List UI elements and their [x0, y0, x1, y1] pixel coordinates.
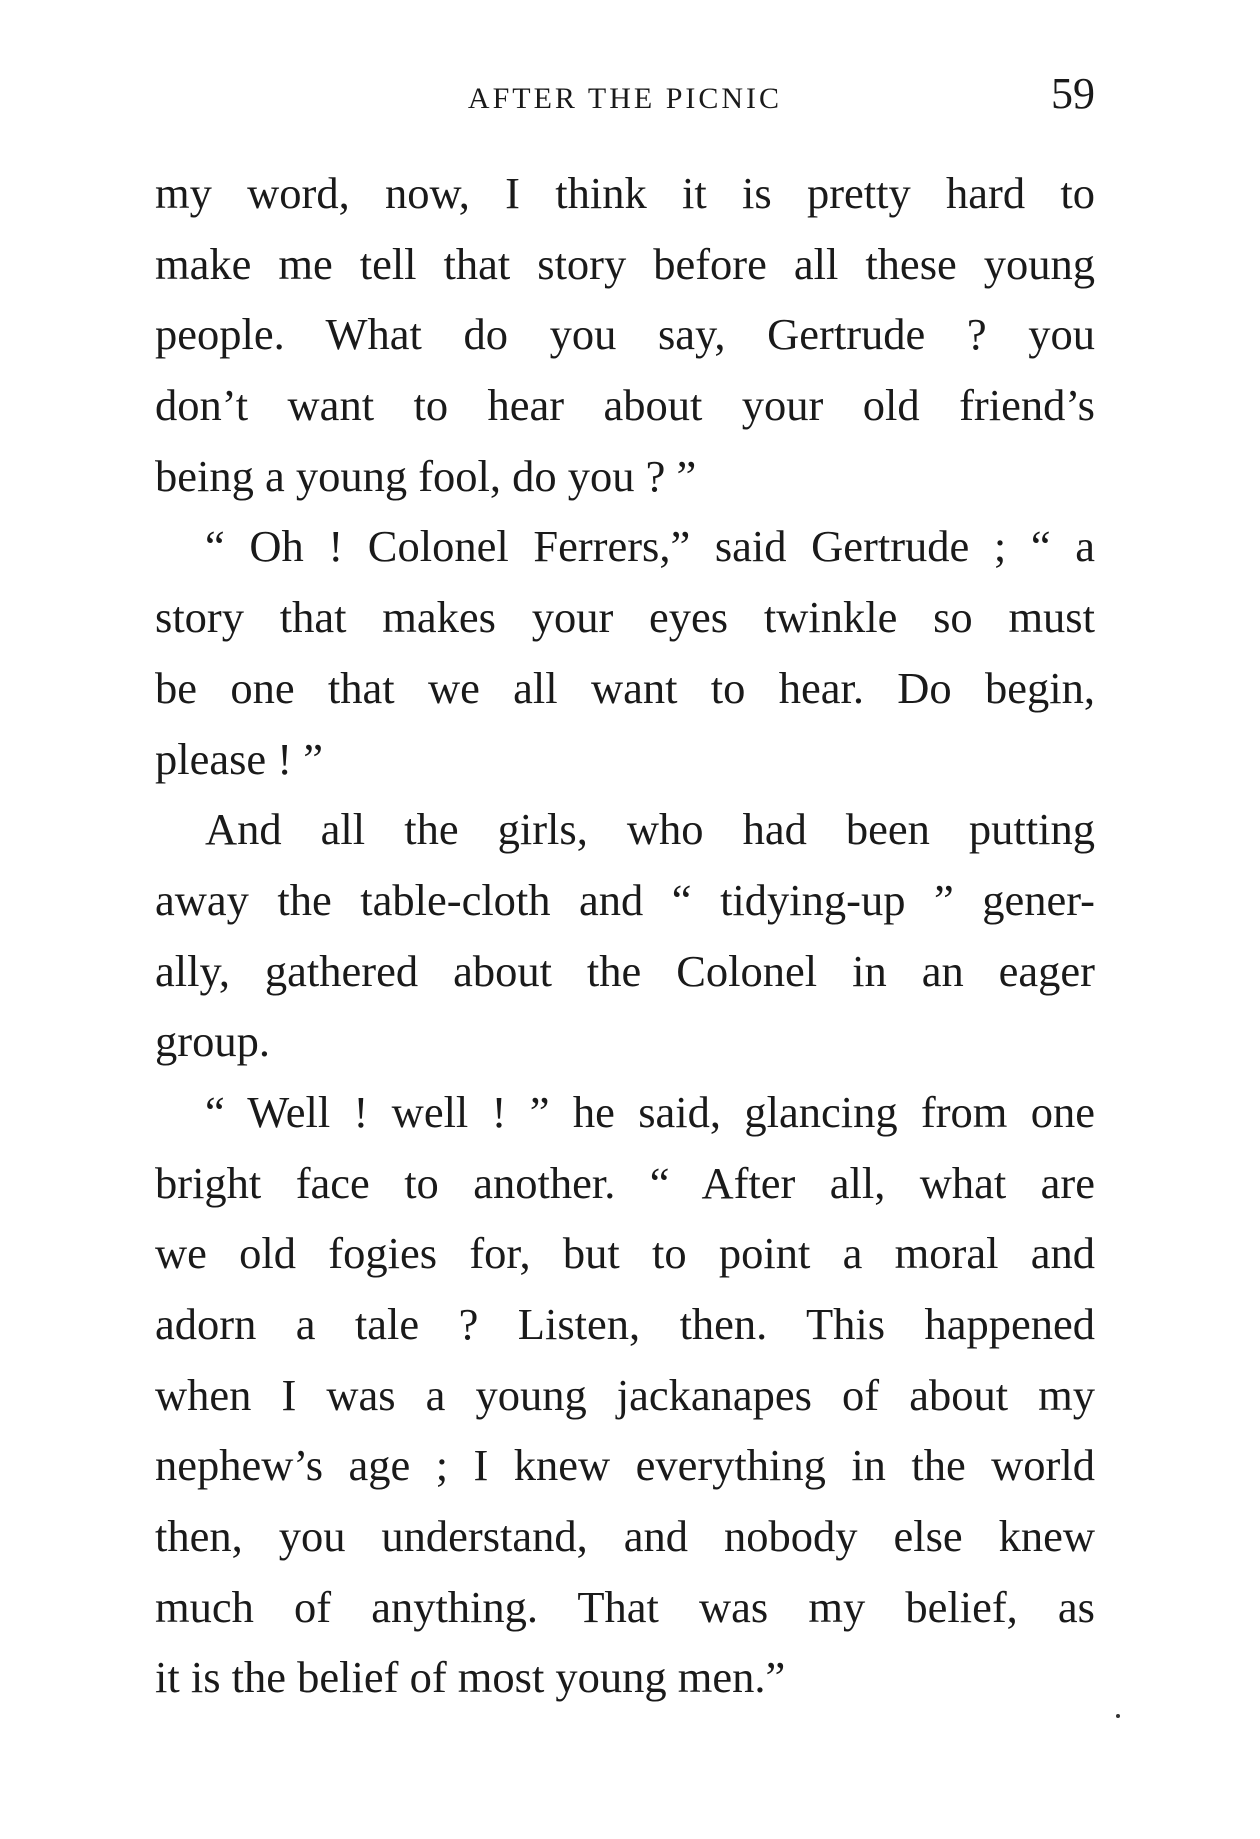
text-line: make me tell that story before all these young	[155, 238, 1095, 289]
text-line: adorn a tale ? Listen, then. This happened	[155, 1299, 1095, 1349]
text-line: away the table-cloth and “ tidying-up ” gener-	[155, 874, 1095, 925]
text-line: my word, now, I think it is pretty hard to	[155, 168, 1095, 218]
text-line: nephew’s age ; I knew everything in the world	[155, 1440, 1095, 1491]
text-line: please ! ”	[155, 733, 324, 784]
text-line: being a young fool, do you ? ”	[155, 450, 697, 501]
body-text	[155, 158, 1095, 1713]
text-line: then, you understand, and nobody else knew	[155, 1511, 1095, 1562]
text-line: don’t want to hear about your old friend’s	[155, 380, 1095, 431]
text-line: ally, gathered about the Colonel in an eager	[155, 945, 1095, 996]
text-line: we old fogies for, but to point a moral and	[155, 1228, 1095, 1279]
running-title: AFTER THE PICNIC	[467, 82, 783, 115]
text-line: story that makes your eyes twinkle so must	[155, 592, 1095, 643]
text-line: group.	[155, 1016, 270, 1067]
page-header	[155, 60, 1095, 120]
paragraph-start-line: “ Well ! well ! ” he said, glancing from one	[205, 1086, 1095, 1137]
text-line: bright face to another. “ After all, what are	[155, 1157, 1095, 1208]
paragraph-start-line: “ Oh ! Colonel Ferrers,” said Gertrude ; “ a	[205, 521, 1095, 572]
text-line: it is the belief of most young men.”	[155, 1652, 786, 1703]
text-line: when I was a young jackanapes of about my	[155, 1369, 1095, 1420]
text-line: people. What do you say, Gertrude ? you	[155, 309, 1095, 360]
print-speck	[1116, 1714, 1120, 1718]
paragraph-start-line: And all the girls, who had been putting	[205, 804, 1095, 855]
text-line: much of anything. That was my belief, as	[155, 1581, 1095, 1632]
page-number: 59	[1051, 69, 1095, 118]
text-line: be one that we all want to hear. Do begin,	[155, 662, 1095, 713]
